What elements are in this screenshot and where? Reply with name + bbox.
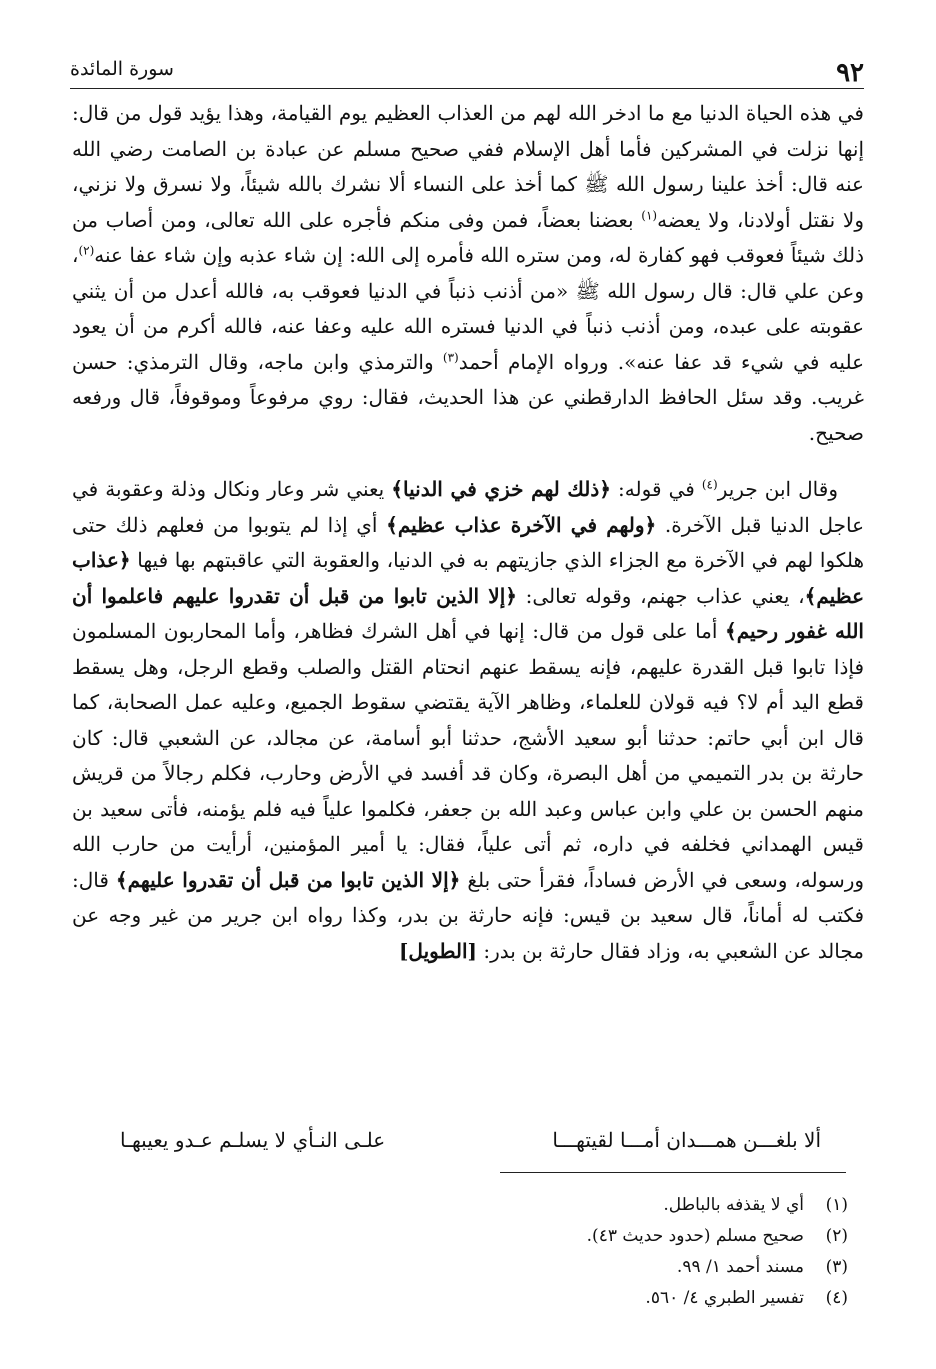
paragraph-1 (72, 96, 864, 451)
footnote-divider (500, 1172, 846, 1173)
footnote-text: تفسير الطبري ٤/ ٥٦٠. (645, 1288, 804, 1308)
footnote-item (200, 1221, 848, 1252)
footnote-item (200, 1190, 848, 1221)
footnote-item (200, 1252, 848, 1283)
text-run: أما على قول من قال: إنها في أهل الشرك فظاهر، وأما المحاربون المسلمون فإذا تابوا قبل القدرة عليهم، فإنه يسقط عنهم انحتام القتل والصلب وقطع الرجل، وهل يسقط قطع اليد أم لا؟ فيه قولان للعلماء، وظاهر الآية يقتضي سقوط الجميع، وعليه عمل الصحابة، كما قال ابن أبي حاتم: حدثنا أبو سعيد الأشج، حدثنا أبو أسامة، عن مجالد، عن الشعبي قال: كان حارثة بن بدر التميمي من أهل البصرة، وكان قد أفسد في الأرض وحارب، فكلم رجالاً من قريش منهم الحسن بن علي وابن عباس وعبد الله بن جعفر، فكلموا علياً فيه فلم يؤمنه، فأتى سعيد بن قيس الهمداني فخلفه في داره، ثم أتى علياً، فقال: يا أمير المؤمنين، أرأيت من حارب الله ورسوله، وسعى في الأرض فساداً، فقرأ حتى بلغ (72, 619, 865, 892)
footnote-text: صحيح مسلم (حدود حديث ٤٣). (586, 1226, 804, 1246)
text-run: وقال ابن جرير (717, 477, 838, 501)
verse-second-hemistich: علـى النـأي لا يسلـم عـدو يعيبهـا (120, 1128, 386, 1152)
text-run: قال: فكتب له أماناً، قال سعيد بن قيس: فإنه حارثة بن بدر، وكذا رواه ابن جرير من غير وجه عن مجالد عن الشعبي به، وزاد فقال حارثة بن بدر: (72, 867, 864, 963)
text-run: ، وعن علي قال: قال رسول الله ﷺ «من أذنب ذنباً في الدنيا فعوقب به، فالله أعدل من أن يثني عقوبته على عبده، ومن أذنب ذنباً في الدنيا فستره الله عليه وعفا عنه، فالله أكرم من أن يعود عليه في شيء قد عفا عنه». ورواه الإمام أحمد (72, 243, 865, 374)
header-divider (70, 88, 864, 89)
text-run: بعضنا بعضاً، فمن وفى منكم فأجره على الله تعالى، ومن أصاب من ذلك شيئاً فعوقب فهو كفارة له، ومن ستره الله فأمره إلى الله: إن شاء عذبه وإن شاء عفا عنه (72, 207, 864, 267)
paragraph-2 (72, 472, 864, 969)
poetic-meter-label: [الطويل] (398, 938, 477, 963)
quran-quote: ﴿ولهم في الآخرة عذاب عظيم﴾ (386, 512, 657, 537)
footnote-ref-2: (٢) (78, 243, 95, 258)
text-run: والترمذي وابن ماجه، وقال الترمذي: حسن غريب. وقد سئل الحافظ الدارقطني عن هذا الحديث، فقال: روي مرفوعاً وموقوفاً، قال ورفعه صحيح. (72, 349, 865, 445)
footnote-ref-1: (١) (641, 207, 658, 222)
text-run: يعني شر وعار ونكال وذلة وعقوبة في عاجل الدنيا قبل الآخرة. (72, 477, 864, 537)
footnote-ref-3: (٣) (442, 349, 459, 364)
footnote-ref-4: (٤) (701, 477, 718, 492)
text-run: أي إذا لم يتوبوا من فعلهم ذلك حتى هلكوا لهم في الآخرة مع الجزاء الذي جازيتهم به في الدنيا، والعقوبة التي عاقبتهم بها فيها (72, 512, 864, 572)
poetry-verse (120, 1122, 821, 1158)
text-run: في قوله: (611, 477, 702, 501)
quran-quote: ﴿إلا الذين تابوا من قبل أن تقدروا عليهم فاعلموا أن الله غفور رحيم﴾ (72, 583, 864, 643)
footnotes (200, 1190, 848, 1314)
footnote-text: مسند أحمد ١/ ٩٩. (676, 1257, 804, 1277)
text-run: في هذه الحياة الدنيا مع ما ادخر الله لهم من العذاب العظيم يوم القيامة، وهذا يؤيد قول من قال: إنها نزلت في المشركين فأما أهل الإسلام ففي صحيح مسلم عن عبادة بن الصامت رضي الله عنه قال: أخذ علينا رسول الله ﷺ كما أخذ على النساء ألا نشرك بالله شيئاً، ولا نسرق ولا نزني، ولا نقتل أولادنا، ولا يعضه (72, 101, 864, 232)
quran-quote: ﴿عذاب عظيم﴾ (72, 548, 864, 608)
footnote-number: (١) (825, 1195, 848, 1215)
page-number: ٩٢ (836, 58, 864, 88)
text-run: ، يعني عذاب جهنم، وقوله تعالى: (516, 583, 805, 608)
footnote-text: أي لا يقذفه بالباطل. (663, 1195, 804, 1215)
running-title: سورة المائدة (70, 58, 174, 80)
footnote-number: (٣) (825, 1257, 848, 1277)
quran-quote: ﴿ذلك لهم خزي في الدنيا﴾ (391, 477, 611, 501)
footnote-item (200, 1283, 848, 1314)
page-header (70, 52, 864, 92)
quran-quote: ﴿إلا الذين تابوا من قبل أن تقدروا عليهم﴾ (115, 867, 461, 892)
verse-first-hemistich: ألا بلغـــن همـــدان أمـــا لقيتهـــا (552, 1128, 821, 1152)
main-text (72, 96, 864, 969)
footnote-number: (٤) (825, 1288, 848, 1308)
footnote-number: (٢) (825, 1226, 848, 1246)
